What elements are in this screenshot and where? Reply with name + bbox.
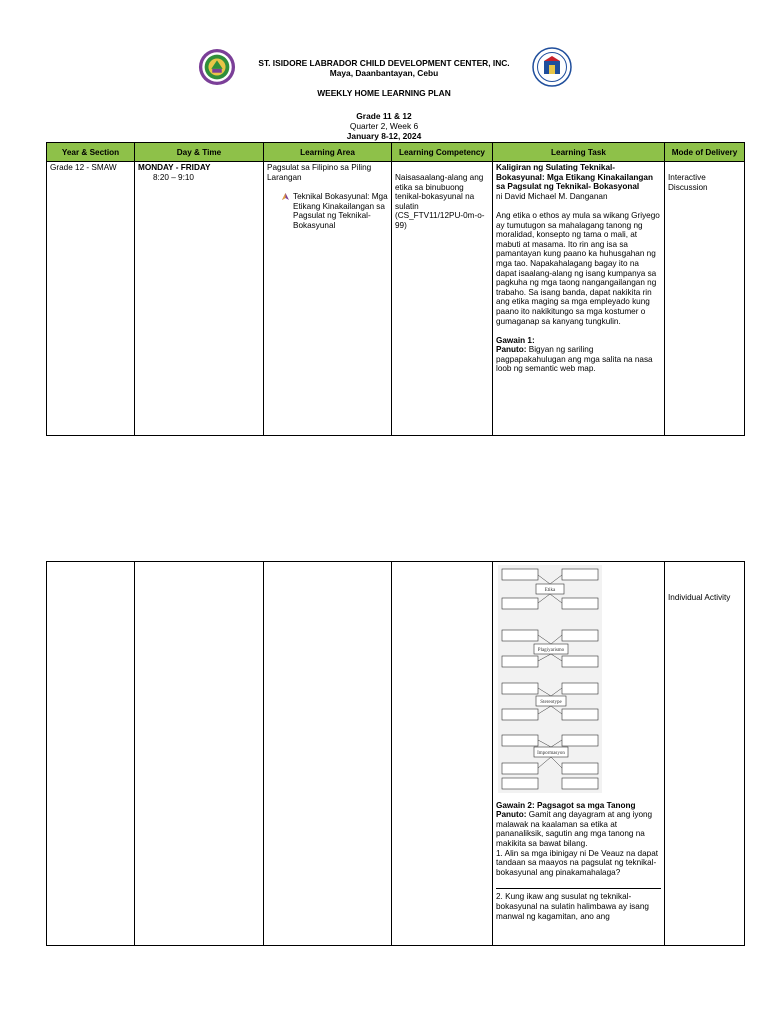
mode-cell (665, 162, 745, 436)
learning-area-cell-empty (264, 562, 392, 946)
activity1-title: Gawain 1: (496, 335, 535, 345)
competency-text: Naisasaalang-alang ang etika sa binubuong tenikal-bokasyunal na sulatin (CS_FTV11/12PU-0m-o-99) (395, 173, 485, 230)
task-body: Ang etika o ethos ay mula sa wikang Griyego ay tumutugon sa mahalagang tanong ng moralidad, konsepto ng tama o mali, at mabuti at masama. Ito rin ang isa sa pamantayan kung paano ka huhusgahan ng mga tao. Napakahalagang bagay ito na dapat isaalang-alang ng isang kumpanya sa pagkuha ng mga taong nangangailangan ng trabaho. Sa isang banda, dapat nakikita rin ang etika maging sa mga empleyado kung paano ito nakikitungo sa mga kostumer o gumaganap sa kanyang tungkulin. (496, 210, 660, 326)
col-header-competency: Learning Competency (392, 143, 493, 162)
plan-dates: January 8-12, 2024 (346, 131, 422, 141)
mode-cell (665, 562, 745, 946)
learning-plan-table (46, 142, 745, 436)
school-name: ST. ISIDORE LABRADOR CHILD DEVELOPMENT CENTER, INC. (258, 58, 510, 68)
section-cell: Grade 12 - SMAW (47, 162, 135, 436)
topic-text: Teknikal Bokasyunal: Mga Etikang Kinakailangan sa Pagsulat ng Teknikal-Bokasyunal (293, 192, 388, 230)
question-2: 2. Kung ikaw ang susulat ng teknikal-bokasyunal na sulatin halimbawa ay isang manwal ng kagamitan, ano ang (496, 892, 649, 921)
mode-text: Interactive Discussion (668, 173, 708, 192)
learning-area-subject: Pagsulat sa Filipino sa Piling Larangan (267, 163, 372, 182)
learning-task-cell (493, 162, 665, 436)
activity2-instruction: Panuto: Gamit ang dayagram at ang iyong malawak na kaalaman sa etika at pananaliksik, sagutin ang mga tanong na makikita sa bawat bilang. (496, 810, 653, 848)
diagram-label-impormasyon: Impormasyon (537, 751, 565, 756)
day-time-cell-empty (135, 562, 264, 946)
question-1: 1. Alin sa mga ibinigay ni De Veauz na dapat tandaan sa maayos na pagsulat ng teknikal-bokasyunal ang pinakamahalaga? (496, 848, 659, 877)
diagram-label-etika: Etika (544, 588, 556, 593)
topic-bullet (267, 192, 388, 230)
grade-level: Grade 11 & 12 (356, 111, 412, 121)
activity1-instruction: Panuto: Bigyan ng sariling pagpapakahulugan ang mga salita na nasa loob ng semantic web map. (496, 345, 653, 374)
task-title: Kaligiran ng Sulating Teknikal-Bokasyunal: Mga Etikang Kinakailangan sa Pagsulat ng Teknikal- Bokasyonal (496, 163, 653, 192)
competency-cell (392, 162, 493, 436)
arrow-bullet-icon (281, 192, 293, 230)
activity2-title: Gawain 2: Pagsagot sa mga Tanong (496, 800, 636, 810)
learning-task-cell (493, 562, 665, 946)
plan-title: WEEKLY HOME LEARNING PLAN (317, 88, 451, 98)
table-row (47, 162, 745, 436)
time-range: 8:20 – 9:10 (153, 172, 194, 182)
section-cell-empty (47, 562, 135, 946)
learning-area-cell (264, 162, 392, 436)
mode-text: Individual Activity (668, 593, 731, 602)
col-header-mode: Mode of Delivery (665, 143, 745, 162)
school-address: Maya, Daanbantayan, Cebu (329, 68, 439, 78)
answer-line-1[interactable] (496, 878, 661, 889)
competency-cell-empty (392, 562, 493, 946)
semantic-web-map-diagram (498, 565, 602, 793)
quarter-week: Quarter 2, Week 6 (349, 121, 419, 131)
col-header-day-time: Day & Time (135, 143, 264, 162)
task-author: ni David Michael M. Danganan (496, 191, 608, 201)
col-header-learning-task: Learning Task (493, 143, 665, 162)
col-header-section: Year & Section (47, 143, 135, 162)
diagram-label-stereotype: Stereotype (540, 700, 562, 705)
col-header-learning-area: Learning Area (264, 143, 392, 162)
diagram-label-plagiyarismo: Plagiyarismo (537, 648, 565, 653)
day-range: MONDAY - FRIDAY (138, 163, 211, 172)
day-time-cell (135, 162, 264, 436)
learning-plan-table-continued (46, 561, 745, 946)
table-row (47, 562, 745, 946)
